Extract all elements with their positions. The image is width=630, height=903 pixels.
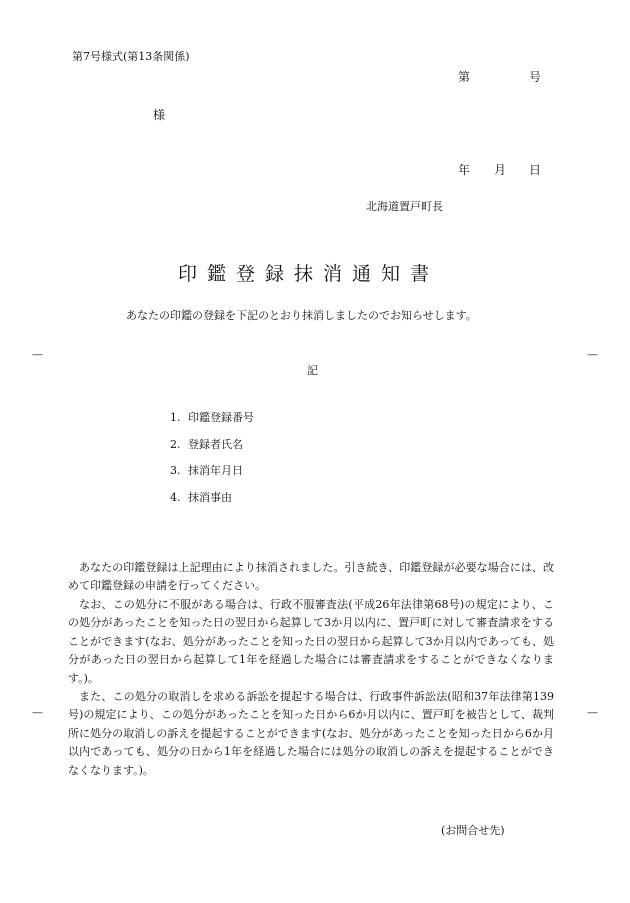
list-item-number: 3. — [170, 464, 181, 477]
margin-mark-left-upper: — — [32, 348, 43, 361]
list-item — [170, 462, 243, 478]
contact-label: (お問合せ先) — [441, 824, 505, 837]
margin-mark-right-lower: — — [587, 706, 598, 719]
margin-mark-right-upper: — — [587, 348, 598, 361]
list-item-label: 抹消年月日 — [188, 464, 243, 477]
list-item-label: 印鑑登録番号 — [188, 411, 254, 424]
document-number-prefix: 第 — [458, 70, 471, 84]
margin-mark-left-lower: — — [32, 706, 43, 719]
list-item — [170, 436, 243, 452]
body-paragraph-2: なお、この処分に不服がある場合は、行政不服審査法(平成26年法律第68号)の規定により、この処分があったことを知った日の翌日から起算して3か月以内に、置戸町に対して審査請求をすることができます(なお、処分があったことを知った日の翌日から起算して3か月以内であっても、処分があった日の翌日から起算して1年を経過した場合には審査請求をすることができなくなります。)。 — [68, 598, 554, 685]
list-item-number: 1. — [170, 411, 181, 424]
list-item-number: 4. — [170, 491, 181, 504]
date-month: 月 — [494, 163, 507, 177]
ki-heading: 記 — [307, 364, 318, 377]
issuer: 北海道置戸町長 — [366, 200, 443, 213]
date-year: 年 — [458, 163, 471, 177]
addressee-suffix: 様 — [153, 108, 166, 122]
list-item — [170, 409, 254, 425]
date-day: 日 — [529, 163, 542, 177]
list-item-label: 登録者氏名 — [188, 438, 243, 451]
list-item-number: 2. — [170, 438, 181, 451]
list-item — [170, 489, 232, 505]
document-number-suffix: 号 — [529, 70, 542, 84]
form-label: 第7号様式(第13条関係) — [72, 50, 190, 63]
list-item-label: 抹消事由 — [188, 491, 232, 504]
body-paragraph-3: また、この処分の取消しを求める訴訟を提起する場合は、行政事件訴訟法(昭和37年法律第139号)の規定により、この処分があったことを知った日から6か月以内に、置戸町を被告として、裁判所に処分の取消しの訴えを提起することができます(なお、処分があったことを知った日から6か月以内であっても、処分の日から1年を経過した場合には処分の取消しの訴えを提起することができなくなります。)。 — [68, 690, 554, 777]
body-paragraph-1: あなたの印鑑登録は上記理由により抹消されました。引き続き、印鑑登録が必要な場合には、改めて印鑑登録の申請を行ってください。 — [68, 561, 554, 593]
intro-text: あなたの印鑑の登録を下記のとおり抹消しましたのでお知らせします。 — [126, 309, 477, 322]
page-title: 印鑑登録抹消通知書 — [178, 263, 440, 285]
